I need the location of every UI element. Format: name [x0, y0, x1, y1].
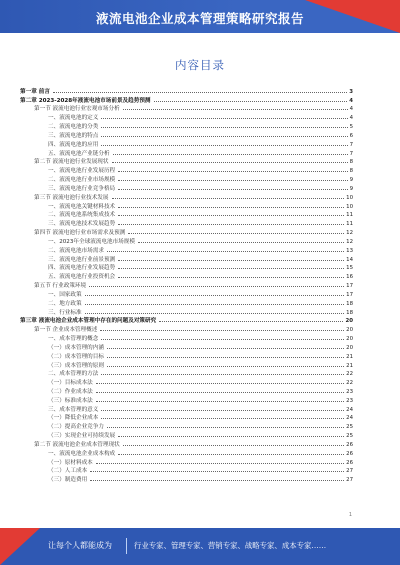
- toc-leader-dots: [100, 330, 344, 331]
- toc-entry-label: （二）提高企业竞争力: [48, 424, 104, 431]
- toc-entry-label: （三）实现企业可持续发展: [48, 433, 116, 440]
- toc-entry-label: 一、液流电池企业成本构成: [48, 450, 116, 457]
- page-number: 1: [348, 512, 352, 518]
- footer-divider: [126, 538, 127, 554]
- toc-entry-page: 17: [346, 283, 353, 290]
- toc-subsection-entry[interactable]: [20, 474, 353, 483]
- toc-subsection-entry[interactable]: [20, 121, 353, 130]
- toc-subsection-entry[interactable]: [20, 201, 353, 210]
- toc-entry-label: 二、液流电池的分类: [48, 124, 99, 131]
- toc-subsection-entry[interactable]: [20, 351, 353, 360]
- toc-leader-dots: [118, 454, 344, 455]
- footer-slogan: 让每个人都能成为: [48, 541, 112, 550]
- toc-entry-label: 一、液流电池行业发展历程: [48, 168, 116, 175]
- toc-entry-label: 三、行业标准: [48, 309, 82, 316]
- toc-entry-label: 第三章 液流电池企业成本管理中存在的问题及对策研究: [20, 318, 157, 325]
- toc-leader-dots: [107, 357, 344, 358]
- toc-entry-page: 23: [346, 388, 353, 395]
- toc-entry-label: （一）原材料成本: [48, 459, 93, 466]
- toc-leader-dots: [85, 304, 345, 305]
- toc-leader-dots: [118, 207, 344, 208]
- toc-chapter-entry[interactable]: [20, 95, 353, 104]
- toc-subsection-entry[interactable]: [20, 271, 353, 280]
- toc-subsection-entry[interactable]: [20, 413, 353, 422]
- toc-entry-label: 二、成本管理的方法: [48, 371, 99, 378]
- toc-leader-dots: [96, 463, 344, 464]
- toc-entry-label: （二）成本管理的目标: [48, 353, 104, 360]
- toc-leader-dots: [96, 392, 344, 393]
- toc-entry-page: 21: [346, 353, 353, 360]
- toc-entry-page: 25: [346, 424, 353, 431]
- toc-subsection-entry[interactable]: [20, 360, 353, 369]
- toc-entry-label: 第四节 液流电池行业市场需求及预测: [34, 230, 126, 237]
- toc-entry-page: 26: [346, 450, 353, 457]
- toc-entry-page: 8: [349, 159, 353, 166]
- toc-entry-label: （一）目标成本法: [48, 380, 93, 387]
- toc-subsection-entry[interactable]: [20, 430, 353, 439]
- toc-leader-dots: [123, 445, 344, 446]
- header-banner: [0, 0, 400, 33]
- toc-entry-page: 4: [349, 106, 353, 113]
- toc-entry-label: 第一章 前言: [20, 88, 50, 95]
- toc-subsection-entry[interactable]: [20, 183, 353, 192]
- toc-subsection-entry[interactable]: [20, 386, 353, 395]
- toc-leader-dots: [118, 189, 347, 190]
- toc-entry-page: 12: [346, 238, 353, 245]
- toc-leader-dots: [90, 471, 344, 472]
- footer-banner: [0, 528, 400, 565]
- toc-leader-dots: [101, 145, 347, 146]
- toc-subsection-entry[interactable]: [20, 421, 353, 430]
- toc-leader-dots: [112, 162, 348, 163]
- toc-leader-dots: [128, 233, 344, 234]
- toc-entry-label: 三、液流电池技术发展趋势: [48, 221, 116, 228]
- toc-entry-page: 27: [346, 477, 353, 484]
- toc-subsection-entry[interactable]: [20, 245, 353, 254]
- toc-leader-dots: [159, 321, 343, 322]
- toc-subsection-entry[interactable]: [20, 404, 353, 413]
- toc-entry-page: 23: [346, 397, 353, 404]
- toc-leader-dots: [101, 136, 347, 137]
- toc-subsection-entry[interactable]: [20, 165, 353, 174]
- toc-entry-page: 6: [349, 132, 353, 139]
- toc-entry-label: （三）成本管理的原则: [48, 362, 104, 369]
- toc-entry-label: 第三节 液流电池行业技术发展: [34, 194, 109, 201]
- toc-entry-label: 第二节 液流电池行业发展现状: [34, 159, 109, 166]
- toc-entry-page: 22: [346, 371, 353, 378]
- toc-section-entry[interactable]: [20, 157, 353, 166]
- toc-entry-page: 20: [345, 318, 353, 325]
- toc-entry-label: （二）作业成本法: [48, 388, 93, 395]
- toc-leader-dots: [154, 101, 348, 102]
- toc-entry-page: 25: [346, 433, 353, 440]
- toc-subsection-entry[interactable]: [20, 139, 353, 148]
- toc-entry-label: 第二节 液流电池企业成本管理现状: [34, 441, 120, 448]
- toc-leader-dots: [138, 242, 344, 243]
- toc-entry-page: 24: [346, 406, 353, 413]
- toc-entry-label: 二、液流电池系统集成技术: [48, 212, 116, 219]
- toc-entry-page: 20: [346, 336, 353, 343]
- toc-leader-dots: [118, 215, 344, 216]
- toc-section-entry[interactable]: [20, 324, 353, 333]
- toc-subsection-entry[interactable]: [20, 333, 353, 342]
- toc-entry-label: （三）标准成本法: [48, 397, 93, 404]
- toc-leader-dots: [101, 418, 344, 419]
- toc-entry-page: 7: [349, 141, 353, 148]
- toc-entry-page: 12: [346, 230, 353, 237]
- toc-leader-dots: [118, 224, 344, 225]
- toc-subsection-entry[interactable]: [20, 307, 353, 316]
- toc-subsection-entry[interactable]: [20, 218, 353, 227]
- toc-section-entry[interactable]: [20, 104, 353, 113]
- toc-leader-dots: [118, 268, 344, 269]
- toc-leader-dots: [118, 260, 344, 261]
- toc-entry-page: 22: [346, 380, 353, 387]
- toc-entry-page: 9: [349, 185, 353, 192]
- toc-leader-dots: [53, 92, 347, 93]
- toc-entry-page: 9: [349, 177, 353, 184]
- toc-subsection-entry[interactable]: [20, 298, 353, 307]
- toc-leader-dots: [118, 180, 347, 181]
- toc-subsection-entry[interactable]: [20, 448, 353, 457]
- toc-leader-dots: [101, 339, 344, 340]
- toc-entry-label: 第二章 2023-2028年液流电池市场前景及趋势预测: [20, 97, 151, 104]
- toc-entry-page: 18: [346, 309, 353, 316]
- toc-leader-dots: [89, 286, 344, 287]
- toc-entry-page: 17: [346, 291, 353, 298]
- toc-leader-dots: [118, 277, 344, 278]
- toc-subsection-entry[interactable]: [20, 369, 353, 378]
- toc-section-entry[interactable]: [20, 439, 353, 448]
- toc-entry-label: 二、液流电池市场需求: [48, 247, 104, 254]
- toc-subsection-entry[interactable]: [20, 342, 353, 351]
- footer-experts-text: 行业专家、管理专家、营销专家、战略专家、成本专家……: [134, 541, 327, 550]
- toc-entry-page: 5: [349, 124, 353, 131]
- toc-subsection-entry[interactable]: [20, 457, 353, 466]
- toc-entry-label: 三、液流电池行业竞争格局: [48, 185, 116, 192]
- toc-entry-page: 10: [346, 203, 353, 210]
- toc-entry-page: 26: [346, 441, 353, 448]
- toc-subsection-entry[interactable]: [20, 263, 353, 272]
- toc-subsection-entry[interactable]: [20, 148, 353, 157]
- footer-accent-triangle: [0, 528, 40, 565]
- toc-leader-dots: [96, 383, 344, 384]
- toc-leader-dots: [118, 171, 347, 172]
- toc-section-entry[interactable]: [20, 280, 353, 289]
- toc-entry-page: 7: [349, 150, 353, 157]
- toc-entry-page: 26: [346, 459, 353, 466]
- toc-entry-page: 13: [346, 247, 353, 254]
- toc-entry-label: 三、液流电池的特点: [48, 132, 99, 139]
- toc-leader-dots: [101, 410, 344, 411]
- toc-entry-label: 一、成本管理的概念: [48, 336, 99, 343]
- toc-leader-dots: [101, 374, 344, 375]
- toc-section-entry[interactable]: [20, 192, 353, 201]
- toc-entry-label: 四、液流电池行业发展趋势: [48, 265, 116, 272]
- toc-leader-dots: [107, 427, 344, 428]
- toc-entry-label: 一、液流电池关键材料技术: [48, 203, 116, 210]
- toc-entry-label: 第一节 企业成本管理概述: [34, 327, 98, 334]
- toc-entry-label: 四、液流电池的应用: [48, 141, 99, 148]
- toc-entry-label: 二、地方政策: [48, 300, 82, 307]
- toc-entry-page: 16: [346, 274, 353, 281]
- toc-entry-page: 20: [346, 344, 353, 351]
- toc-entry-label: 五、液流电池行业投资机会: [48, 274, 116, 281]
- toc-entry-label: 二、液流电池行业市场规模: [48, 177, 116, 184]
- toc-entry-label: （一）成本管理的内涵: [48, 344, 104, 351]
- toc-entry-label: 第五节 行业政策环境: [34, 283, 87, 290]
- toc-entry-page: 10: [346, 194, 353, 201]
- toc-subsection-entry[interactable]: [20, 395, 353, 404]
- toc-entry-page: 24: [346, 415, 353, 422]
- toc-leader-dots: [107, 366, 344, 367]
- toc-leader-dots: [107, 251, 344, 252]
- toc-entry-label: 一、液流电池的定义: [48, 115, 99, 122]
- toc-subsection-entry[interactable]: [20, 174, 353, 183]
- toc-entry-page: 27: [346, 468, 353, 475]
- toc-leader-dots: [112, 198, 345, 199]
- toc-chapter-entry[interactable]: [20, 86, 353, 95]
- report-title: 液流电池企业成本管理策略研究报告: [95, 11, 304, 26]
- toc-leader-dots: [113, 154, 348, 155]
- toc-subsection-entry[interactable]: [20, 130, 353, 139]
- toc-heading: 内容目录: [175, 58, 225, 72]
- toc-entry-page: 4: [349, 97, 353, 104]
- toc-entry-page: 21: [346, 362, 353, 369]
- toc-entry-page: 4: [349, 115, 353, 122]
- toc-leader-dots: [101, 118, 347, 119]
- toc-entry-page: 18: [346, 300, 353, 307]
- toc-leader-dots: [107, 348, 344, 349]
- toc-entry-label: 三、成本管理的意义: [48, 406, 99, 413]
- toc-subsection-entry[interactable]: [20, 289, 353, 298]
- toc-entry-page: 11: [346, 212, 353, 219]
- toc-leader-dots: [96, 401, 344, 402]
- toc-leader-dots: [85, 295, 345, 296]
- toc-entry-label: 五、液流电池产业链分析: [48, 150, 110, 157]
- toc-entry-label: 第一节 液流电池行业宏观市场分析: [34, 106, 120, 113]
- toc-leader-dots: [101, 127, 347, 128]
- toc-entry-page: 20: [346, 327, 353, 334]
- toc-leader-dots: [123, 109, 348, 110]
- toc-subsection-entry[interactable]: [20, 254, 353, 263]
- toc-subsection-entry[interactable]: [20, 236, 353, 245]
- toc-subsection-entry[interactable]: [20, 466, 353, 475]
- toc-leader-dots: [118, 436, 344, 437]
- toc-entry-label: （三）制造费用: [48, 477, 88, 484]
- toc-entry-label: 一、国家政策: [48, 291, 82, 298]
- toc-entry-label: 一、2023年全球液流电池市场规模: [48, 238, 135, 245]
- toc-entry-label: （一）降低企业成本: [48, 415, 99, 422]
- toc-entry-page: 8: [349, 168, 353, 175]
- toc-entry-page: 3: [349, 88, 353, 95]
- toc-leader-dots: [90, 480, 344, 481]
- toc-entry-page: 11: [346, 221, 353, 228]
- toc-leader-dots: [85, 313, 345, 314]
- table-of-contents: [20, 86, 353, 498]
- toc-chapter-entry[interactable]: [20, 316, 353, 325]
- toc-entry-label: 三、液流电池行业前景预测: [48, 256, 116, 263]
- toc-subsection-entry[interactable]: [20, 377, 353, 386]
- toc-subsection-entry[interactable]: [20, 112, 353, 121]
- toc-entry-page: 14: [346, 256, 353, 263]
- toc-section-entry[interactable]: [20, 227, 353, 236]
- toc-entry-label: （二）人工成本: [48, 468, 88, 475]
- toc-subsection-entry[interactable]: [20, 210, 353, 219]
- toc-entry-page: 15: [346, 265, 353, 272]
